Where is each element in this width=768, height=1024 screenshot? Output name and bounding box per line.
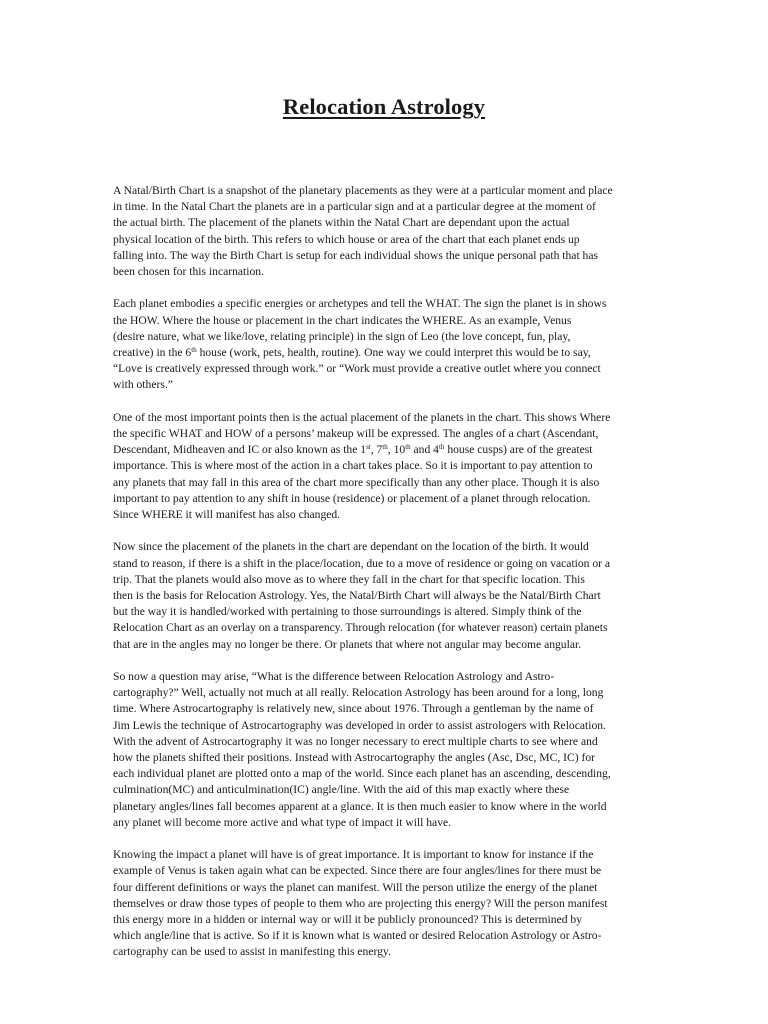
text-line [113,620,661,636]
text-line [113,475,661,491]
text-segment: this energy more in a hidden or internal way or will it be publicly pronounced? This is determined by [113,913,583,927]
text-line [113,863,661,879]
superscript: st [366,443,371,452]
superscript: th [382,443,388,452]
text-segment: Each planet embodies a specific energies or archetypes and tell the WHAT. The sign the planet is in shows [113,297,607,311]
text-line [113,556,661,572]
text-line [113,313,661,329]
text-segment: themselves or draw those types of people to them who are projecting this energy? Will the person manifest [113,896,608,910]
text-line [113,507,661,523]
text-segment: , 10 [387,443,406,457]
text-line [113,734,661,750]
text-segment: any planets that may fall in this area of the chart more specifically than any other place. Though it is also [113,475,600,489]
text-segment: in time. In the Natal Chart the planets are in a particular sign and at a particular degree at the moment of [113,200,596,214]
text-line [113,750,661,766]
text-segment: Relocation Chart as an overlay on a transparency. Through relocation (for whatever reason) certain planets [113,621,608,635]
text-segment: the specific WHAT and HOW of a persons’ makeup will be expressed. The angles of a chart (Ascendant, [113,427,599,441]
paragraph [113,539,661,652]
text-segment: that are in the angles may no longer be there. Or planets that where not angular may become angular. [113,637,582,651]
text-segment: cartography?” Well, actually not much at all really. Relocation Astrology has been around for a long, long [113,686,604,700]
text-segment: stand to reason, if there is a shift in the place/location, due to a move of residence or going on vacation or a [113,556,611,570]
text-segment: four different definitions or ways the planet can manifest. Will the person utilize the energy of the planet [113,880,598,894]
text-segment: Knowing the impact a planet will have is of great importance. It is important to know for instance if the [113,848,594,862]
superscript: th [438,443,445,452]
text-line [113,215,661,231]
text-segment: planetary angles/lines fall becomes apparent at a glance. It is then much easier to know where in the world [113,799,607,813]
text-segment: important to pay attention to any shift in house (residence) or placement of a planet through relocation. [113,491,591,505]
text-segment: “Love is creatively expressed through work.” or “Work must provide a creative outlet where you connect [113,362,601,376]
text-line [113,491,661,507]
text-segment: importance. This is where most of the action in a chart takes place. So it is important to pay attention to [113,459,593,473]
text-segment: Since WHERE it will manifest has also changed. [113,508,341,522]
text-line [113,944,661,960]
text-line [113,183,661,199]
text-line [113,637,661,653]
text-segment: Jim Lewis the technique of Astrocartography was developed in order to assist astrologers with Relocation. [113,718,606,732]
text-line [113,701,661,717]
text-line [113,199,661,215]
text-line [113,847,661,863]
text-line [113,410,661,426]
text-line [113,458,661,474]
text-segment: cartography can be used to assist in manifesting this energy. [113,945,391,959]
text-line [113,766,661,782]
text-segment: creative) in the 6 [113,346,192,360]
text-segment: trip. That the planets would also move as to where they fall in the chart for that specific location. This [113,572,585,586]
text-line [113,928,661,944]
text-segment: time. Where Astrocartography is relatively new, since about 1976. Through a gentleman by the name of [113,702,594,716]
text-line [113,896,661,912]
text-segment: and 4 [410,443,439,457]
text-segment: A Natal/Birth Chart is a snapshot of the planetary placements as they were at a particular moment and place [113,184,613,197]
paragraph [113,669,661,831]
text-line [113,669,661,685]
text-segment: how the planets shifted their positions. Instead with Astrocartography the angles (Asc, Dsc, MC, IC) for [113,751,596,765]
text-line [113,718,661,734]
text-segment: Descendant, Midheaven and IC or also known as the 1 [113,443,367,457]
text-line [113,588,661,604]
text-segment: with others.” [113,378,173,392]
text-segment: the HOW. Where the house or placement in the chart indicates the WHERE. As an example, Venus [113,313,572,327]
text-line [113,815,661,831]
text-segment: (desire nature, what we like/love, relating principle) in the sign of Leo (the love concept, fun, play, [113,329,571,343]
text-segment: house cusps) are of the greatest [444,443,593,457]
text-line [113,539,661,555]
text-line [113,329,661,345]
text-segment: any planet will become more active and what type of impact it will have. [113,815,452,829]
superscript: th [191,346,197,355]
text-line [113,912,661,928]
text-segment: example of Venus is taken again what can be expected. Since there are four angles/lines for there must be [113,864,602,878]
text-line [113,361,661,377]
text-segment: the actual birth. The placement of the planets within the Natal Chart are dependant upon the actual [113,216,570,230]
text-segment: physical location of the birth. This refers to which house or area of the chart that each planet ends up [113,232,580,246]
text-line [113,685,661,701]
text-segment: Now since the placement of the planets in the chart are dependant on the location of the birth. It would [113,540,589,554]
paragraph [113,183,661,280]
text-segment: So now a question may arise, “What is the difference between Relocation Astrology and Astro- [113,670,555,684]
text-line [113,345,661,361]
text-line [113,264,661,280]
text-line [113,782,661,798]
document-title: Relocation Astrology [282,94,486,119]
text-line [113,442,661,458]
text-line [113,880,661,896]
text-line [113,604,661,620]
text-segment: house (work, pets, health, routine). One way we could interpret this would be to say, [196,346,591,360]
text-segment: but the way it is handled/worked with pertaining to those surroundings is altered. Simply think of the [113,605,582,619]
text-segment: which angle/line that is active. So if it is known what is wanted or desired Relocation Astrology or Astro- [113,929,602,943]
text-line [113,248,661,264]
text-line [113,572,661,588]
paragraph [113,296,661,393]
text-segment: each individual planet are plotted onto a map of the world. Since each planet has an ascending, descending, [113,767,611,781]
text-line [113,232,661,248]
document-body [113,183,661,977]
superscript: th [405,443,411,452]
paragraph [113,410,661,523]
text-line [113,377,661,393]
text-segment: With the advent of Astrocartography it was no longer necessary to erect multiple charts to see where and [113,734,598,748]
text-line [113,799,661,815]
text-line [113,426,661,442]
text-segment: falling into. The way the Birth Chart is setup for each individual shows the unique personal path that has [113,248,599,262]
paragraph [113,847,661,960]
text-segment: been chosen for this incarnation. [113,265,264,279]
text-segment: , 7 [370,443,383,457]
text-segment: then is the basis for Relocation Astrology. Yes, the Natal/Birth Chart will always be the Natal/Birth Chart [113,589,601,603]
text-line [113,296,661,312]
text-segment: culmination(MC) and anticulmination(IC) angle/line. With the aid of this map exactly where these [113,783,570,797]
text-segment: One of the most important points then is the actual placement of the planets in the chart. This shows Where [113,410,611,424]
